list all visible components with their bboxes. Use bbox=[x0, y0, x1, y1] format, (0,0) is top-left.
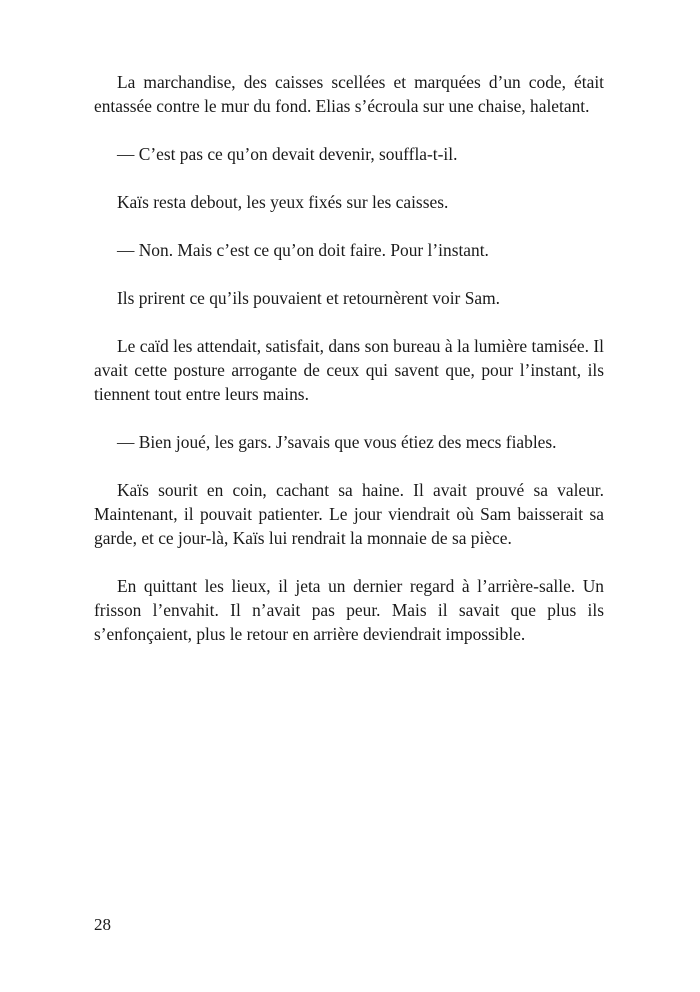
paragraph-3: Kaïs resta debout, les yeux fixés sur les caisses. bbox=[117, 192, 449, 212]
paragraph-8: Kaïs sourit en coin, cachant sa haine. Il avait prouvé sa valeur. Maintenant, il pouvait patienter. Le jour viendrait où Sam baisserait sa garde, et ce jour-là, Kaïs lui rendrait la monnaie de sa pièce. bbox=[94, 480, 604, 548]
paragraph-7: — Bien joué, les gars. J’savais que vous étiez des mecs fiables. bbox=[117, 432, 557, 452]
page-body bbox=[94, 70, 604, 670]
paragraph-1: La marchandise, des caisses scellées et marquées d’un code, était entassée contre le mur du fond. Elias s’écroula sur une chaise, haletant. bbox=[94, 72, 604, 116]
paragraph-9: En quittant les lieux, il jeta un dernier regard à l’arrière-salle. Un frisson l’envahit. Il n’avait pas peur. Mais il savait que plus ils s’enfonçaient, plus le retour en arrière deviendrait impossible. bbox=[94, 576, 604, 644]
paragraph-5: Ils prirent ce qu’ils pouvaient et retournèrent voir Sam. bbox=[117, 288, 500, 308]
paragraph-6: Le caïd les attendait, satisfait, dans son bureau à la lumière tamisée. Il avait cette posture arrogante de ceux qui savent que, pour l’instant, ils tiennent tout entre leurs mains. bbox=[94, 336, 604, 404]
page-number: 28 bbox=[94, 915, 111, 934]
paragraph-4: — Non. Mais c’est ce qu’on doit faire. Pour l’instant. bbox=[117, 240, 489, 260]
paragraph-2: — C’est pas ce qu’on devait devenir, souffla-t-il. bbox=[117, 144, 458, 164]
